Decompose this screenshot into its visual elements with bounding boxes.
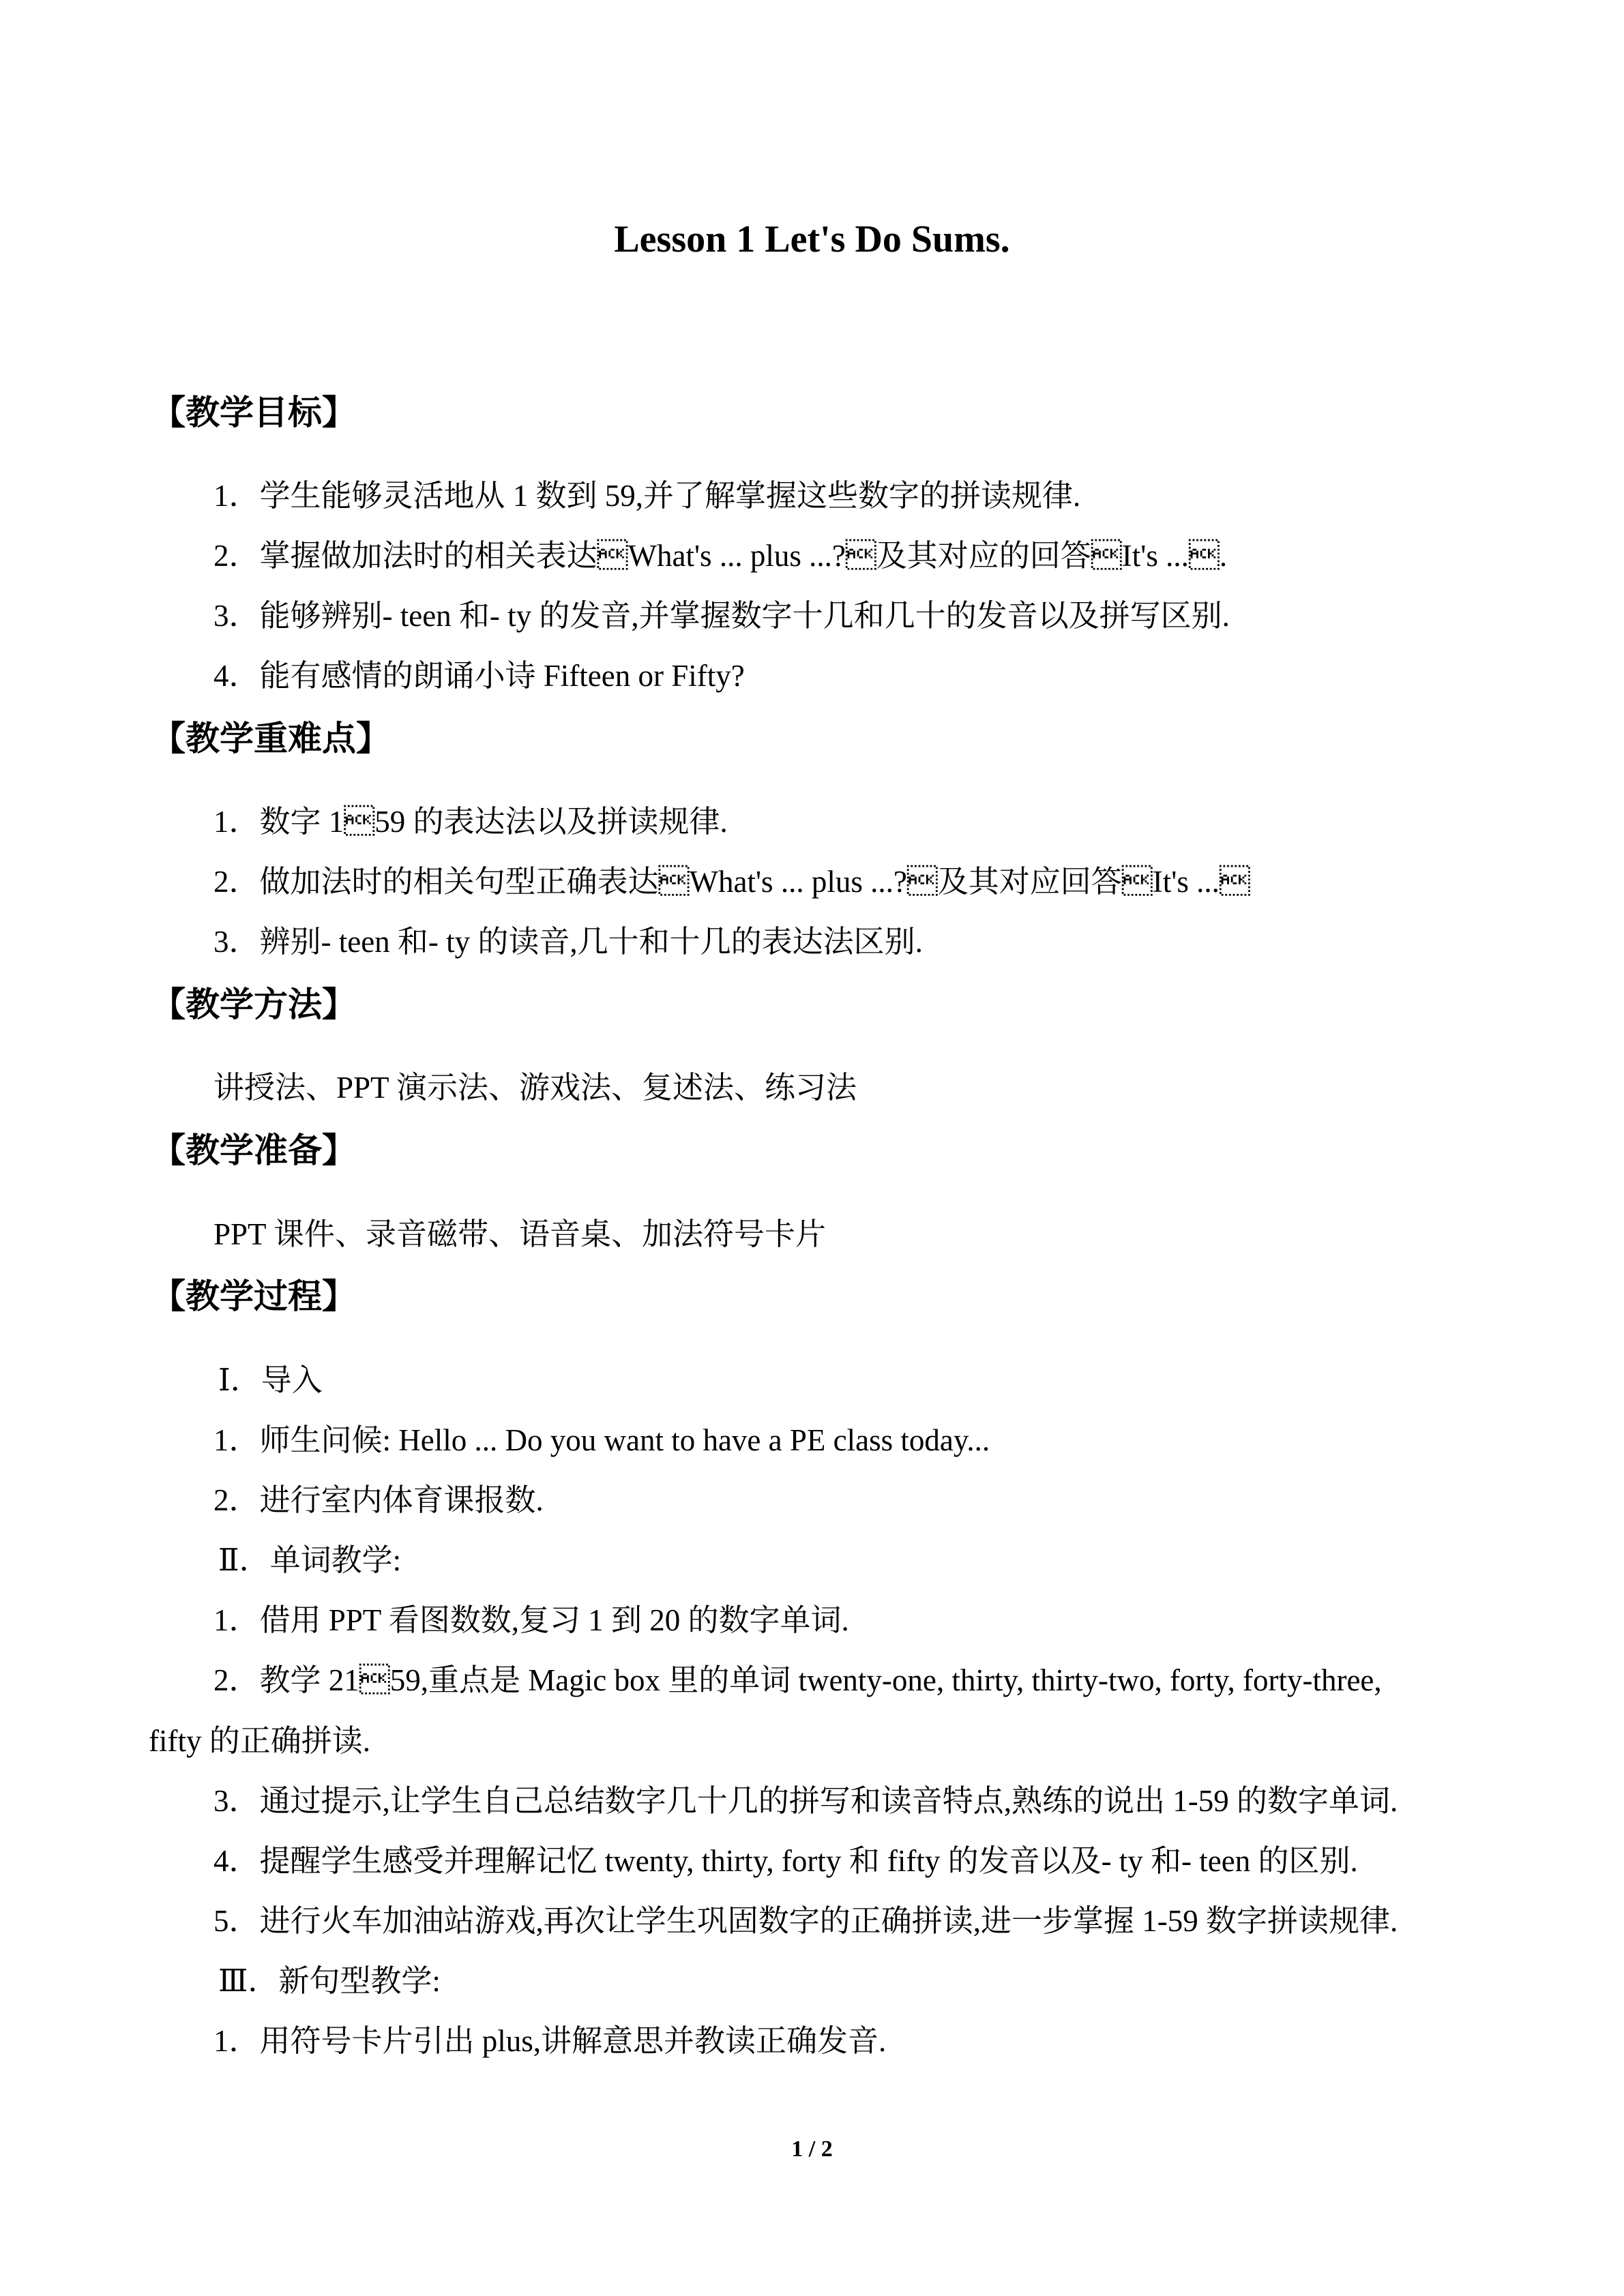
- objective-item-2: 2．掌握做加法时的相关表达What's ... plus ...?及其对应的回答It's ....: [213, 539, 1228, 573]
- methods-text: 讲授法、PPT 演示法、游戏法、复述法、练习法: [213, 1071, 857, 1105]
- section-heading-objectives: 【教学目标】: [151, 393, 356, 432]
- process-line-sentences: Ⅲ．新句型教学:: [218, 1964, 441, 1998]
- key-point-item-1: 1．数字 159 的表达法以及拼读规律.: [213, 805, 728, 839]
- process-line: 4．提醒学生感受并理解记忆 twenty, thirty, forty 和 fifty 的发音以及- ty 和- teen 的区别.: [213, 1844, 1358, 1878]
- section-heading-process: 【教学过程】: [151, 1277, 356, 1316]
- objective-item-1: 1．学生能够灵活地从 1 数到 59,并了解掌握这些数字的拼读规律.: [213, 479, 1081, 513]
- process-line: 2．教学 2159,重点是 Magic box 里的单词 twenty-one, thirty, thirty-two, forty, forty-three,: [213, 1663, 1382, 1697]
- process-line: 5．进行火车加油站游戏,再次让学生巩固数字的正确拼读,进一步掌握 1-59 数字拼读规律.: [213, 1904, 1398, 1938]
- process-line-intro: Ⅰ．导入: [218, 1363, 323, 1397]
- process-line: 1．借用 PPT 看图数数,复习 1 到 20 的数字单词.: [213, 1603, 849, 1637]
- section-heading-preparation: 【教学准备】: [151, 1131, 356, 1170]
- section-heading-methods: 【教学方法】: [151, 985, 356, 1024]
- objective-item-4: 4．能有感情的朗诵小诗 Fifteen or Fifty?: [213, 659, 745, 693]
- objective-item-3: 3．能够辨别- teen 和- ty 的发音,并掌握数字十几和几十的发音以及拼写区别.: [213, 599, 1230, 633]
- process-line: 2．进行室内体育课报数.: [213, 1483, 544, 1517]
- section-heading-key-points: 【教学重难点】: [151, 719, 390, 758]
- key-point-item-3: 3．辨别- teen 和- ty 的读音,几十和十几的表达法区别.: [213, 925, 923, 959]
- key-point-item-2: 2．做加法时的相关句型正确表达What's ... plus ...?及其对应回答It's ...: [213, 865, 1250, 899]
- process-line-vocab: Ⅱ．单词教学:: [218, 1543, 402, 1577]
- process-line-continuation: fifty 的正确拼读.: [149, 1724, 370, 1758]
- page-number: 1 / 2: [791, 2136, 833, 2162]
- process-line: 1．用符号卡片引出 plus,讲解意思并教读正确发音.: [213, 2024, 887, 2058]
- process-line: 1．师生问候: Hello ... Do you want to have a PE class today...: [213, 1423, 990, 1457]
- process-line: 3．通过提示,让学生自己总结数字几十几的拼写和读音特点,熟练的说出 1-59 的数字单词.: [213, 1784, 1398, 1818]
- document-title: Lesson 1 Let's Do Sums.: [614, 218, 1010, 260]
- preparation-text: PPT 课件、录音磁带、语音桌、加法符号卡片: [213, 1217, 826, 1251]
